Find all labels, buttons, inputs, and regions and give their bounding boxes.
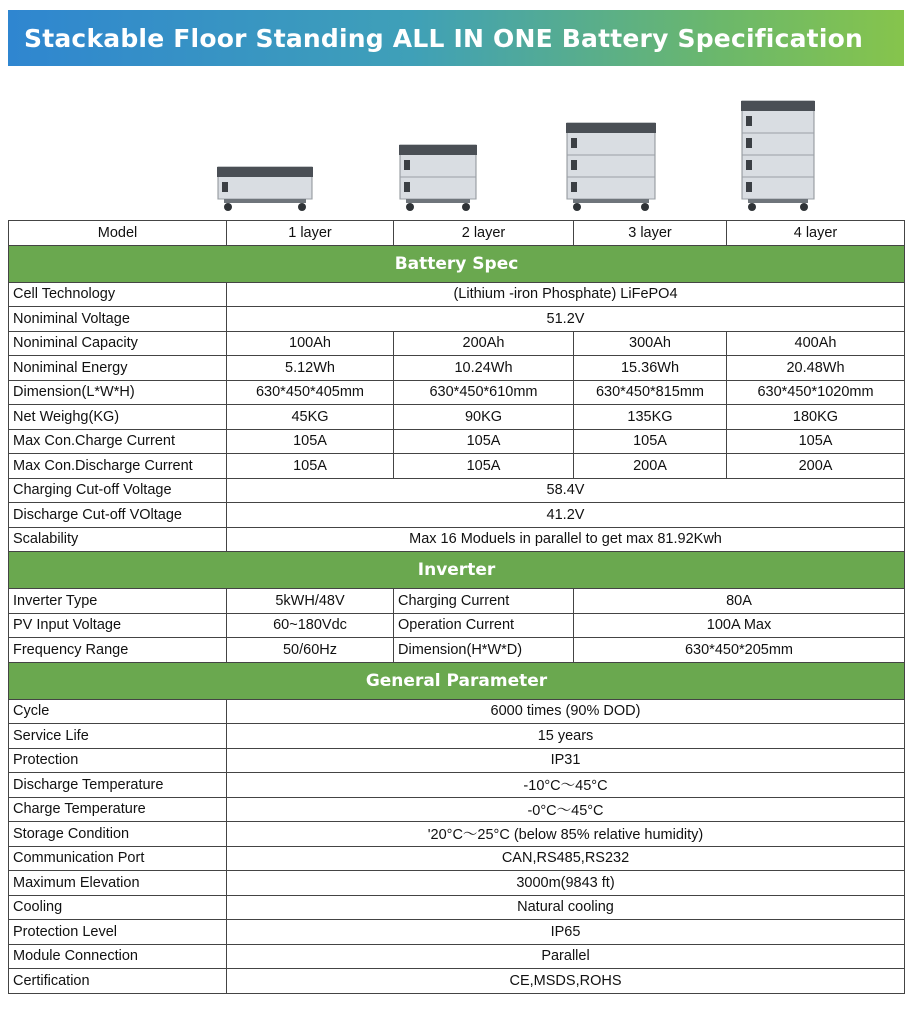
row-value: 41.2V (227, 503, 905, 528)
cell: 105A (727, 429, 905, 454)
row-value: 51.2V (227, 307, 905, 332)
row-label: Net Weighg(KG) (9, 405, 227, 430)
cell: 105A (227, 454, 394, 479)
row-label: Charging Current (394, 589, 574, 614)
battery-illustrations (8, 66, 904, 220)
row-label: Dimension(L*W*H) (9, 380, 227, 405)
cell: 400Ah (727, 331, 905, 356)
row-label: Noniminal Energy (9, 356, 227, 381)
inverter-header (9, 552, 905, 589)
table-row (9, 613, 905, 638)
table-row (9, 748, 905, 773)
table-row (9, 356, 905, 381)
battery-4-layer-layer-handle (746, 138, 752, 148)
row-value: Natural cooling (227, 895, 905, 920)
row-label: PV Input Voltage (9, 613, 227, 638)
cell: 630*450*205mm (574, 638, 905, 663)
row-value: 6000 times (90% DOD) (227, 699, 905, 724)
battery-2-layer-wheel-right (462, 203, 470, 211)
battery-spec-heading: Battery Spec (9, 245, 905, 282)
row-label: Inverter Type (9, 589, 227, 614)
cell: 200A (574, 454, 727, 479)
general-parameter-heading: General Parameter (9, 662, 905, 699)
cell: 50/60Hz (227, 638, 394, 663)
cell: 105A (394, 429, 574, 454)
battery-2-layer-layer-handle (404, 182, 410, 192)
battery-spec-header (9, 245, 905, 282)
row-label: Cell Technology (9, 282, 227, 307)
battery-1-layer-base (224, 199, 306, 203)
row-label: Operation Current (394, 613, 574, 638)
cell: 630*450*815mm (574, 380, 727, 405)
battery-2-layer-wheel-left (406, 203, 414, 211)
general-parameter-header (9, 662, 905, 699)
cell: 10.24Wh (394, 356, 574, 381)
row-label: Max Con.Charge Current (9, 429, 227, 454)
cell: 90KG (394, 405, 574, 430)
battery-4-layer-layer-handle (746, 160, 752, 170)
row-label: Discharge Temperature (9, 773, 227, 798)
row-value: '20°C～25°C (below 85% relative humidity) (227, 822, 905, 847)
row-value: -0°C～45°C (227, 797, 905, 822)
row-label: Discharge Cut-off VOltage (9, 503, 227, 528)
spec-table (8, 220, 905, 994)
battery-3-layer-cabinet (567, 123, 655, 199)
table-row (9, 895, 905, 920)
table-row (9, 871, 905, 896)
table-row (9, 797, 905, 822)
battery-3-layer-wheel-right (641, 203, 649, 211)
battery-3-layer-base (573, 199, 649, 203)
row-label: Service Life (9, 724, 227, 749)
table-row (9, 503, 905, 528)
model-2: 2 layer (394, 221, 574, 246)
row-label: Communication Port (9, 846, 227, 871)
table-row (9, 331, 905, 356)
page-title: Stackable Floor Standing ALL IN ONE Battery Specification (24, 23, 863, 53)
table-row (9, 380, 905, 405)
battery-1-layer-layer-handle (222, 182, 228, 192)
row-label: Charging Cut-off Voltage (9, 478, 227, 503)
table-row (9, 527, 905, 552)
cell: 630*450*405mm (227, 380, 394, 405)
row-label: Dimension(H*W*D) (394, 638, 574, 663)
table-row (9, 699, 905, 724)
row-value: IP31 (227, 748, 905, 773)
cell: 80A (574, 589, 905, 614)
row-label: Storage Condition (9, 822, 227, 847)
row-label: Scalability (9, 527, 227, 552)
cell: 200Ah (394, 331, 574, 356)
model-row (9, 221, 905, 246)
inverter-heading: Inverter (9, 552, 905, 589)
model-4: 4 layer (727, 221, 905, 246)
cell: 100A Max (574, 613, 905, 638)
table-row (9, 454, 905, 479)
cell: 105A (227, 429, 394, 454)
cell: 200A (727, 454, 905, 479)
battery-4-layer-wheel-right (800, 203, 808, 211)
row-label: Frequency Range (9, 638, 227, 663)
cell: 180KG (727, 405, 905, 430)
battery-3-layer-wheel-left (573, 203, 581, 211)
row-value: CE,MSDS,ROHS (227, 969, 905, 994)
row-label: Charge Temperature (9, 797, 227, 822)
cell: 135KG (574, 405, 727, 430)
table-row (9, 405, 905, 430)
row-value: CAN,RS485,RS232 (227, 846, 905, 871)
row-value: 58.4V (227, 478, 905, 503)
cell: 100Ah (227, 331, 394, 356)
row-label: Maximum Elevation (9, 871, 227, 896)
model-3: 3 layer (574, 221, 727, 246)
row-value: 15 years (227, 724, 905, 749)
cell: 20.48Wh (727, 356, 905, 381)
battery-2-layer-layer-handle (404, 160, 410, 170)
row-value: Max 16 Moduels in parallel to get max 81.92Kwh (227, 527, 905, 552)
table-row (9, 822, 905, 847)
row-label: Cooling (9, 895, 227, 920)
cell: 105A (574, 429, 727, 454)
table-row (9, 282, 905, 307)
row-value: Parallel (227, 944, 905, 969)
table-row (9, 724, 905, 749)
battery-2-layer-base (406, 199, 470, 203)
battery-4-layer-cabinet (742, 101, 814, 199)
battery-3-layer-layer-handle (571, 160, 577, 170)
battery-1-layer-top-cover (217, 167, 313, 177)
row-label: Noniminal Capacity (9, 331, 227, 356)
row-label: Protection Level (9, 920, 227, 945)
row-label: Noniminal Voltage (9, 307, 227, 332)
table-row (9, 638, 905, 663)
battery-4-layer-layer-handle (746, 116, 752, 126)
title-banner (8, 10, 904, 66)
row-label: Module Connection (9, 944, 227, 969)
row-label: Cycle (9, 699, 227, 724)
cell: 5.12Wh (227, 356, 394, 381)
battery-4-layer-layer-handle (746, 182, 752, 192)
table-row (9, 429, 905, 454)
battery-4-layer-top-cover (741, 101, 815, 111)
cell: 60~180Vdc (227, 613, 394, 638)
cell: 5kWH/48V (227, 589, 394, 614)
battery-1-layer-wheel-right (298, 203, 306, 211)
row-value: IP65 (227, 920, 905, 945)
model-label: Model (9, 221, 227, 246)
table-row (9, 846, 905, 871)
cell: 300Ah (574, 331, 727, 356)
battery-3-layer-layer-handle (571, 138, 577, 148)
table-row (9, 969, 905, 994)
battery-4-layer-base (748, 199, 808, 203)
table-row (9, 307, 905, 332)
table-row (9, 478, 905, 503)
row-label: Protection (9, 748, 227, 773)
product-images (8, 66, 904, 220)
cell: 45KG (227, 405, 394, 430)
cell: 630*450*610mm (394, 380, 574, 405)
table-row (9, 773, 905, 798)
battery-3-layer-layer-handle (571, 182, 577, 192)
row-value: -10°C～45°C (227, 773, 905, 798)
row-value: (Lithium -iron Phosphate) LiFePO4 (227, 282, 905, 307)
model-1: 1 layer (227, 221, 394, 246)
cell: 15.36Wh (574, 356, 727, 381)
table-row (9, 920, 905, 945)
row-label: Max Con.Discharge Current (9, 454, 227, 479)
row-value: 3000m(9843 ft) (227, 871, 905, 896)
battery-2-layer-top-cover (399, 145, 477, 155)
cell: 630*450*1020mm (727, 380, 905, 405)
row-label: Certification (9, 969, 227, 994)
battery-4-layer-wheel-left (748, 203, 756, 211)
battery-1-layer-wheel-left (224, 203, 232, 211)
table-row (9, 589, 905, 614)
battery-3-layer-top-cover (566, 123, 656, 133)
table-row (9, 944, 905, 969)
cell: 105A (394, 454, 574, 479)
